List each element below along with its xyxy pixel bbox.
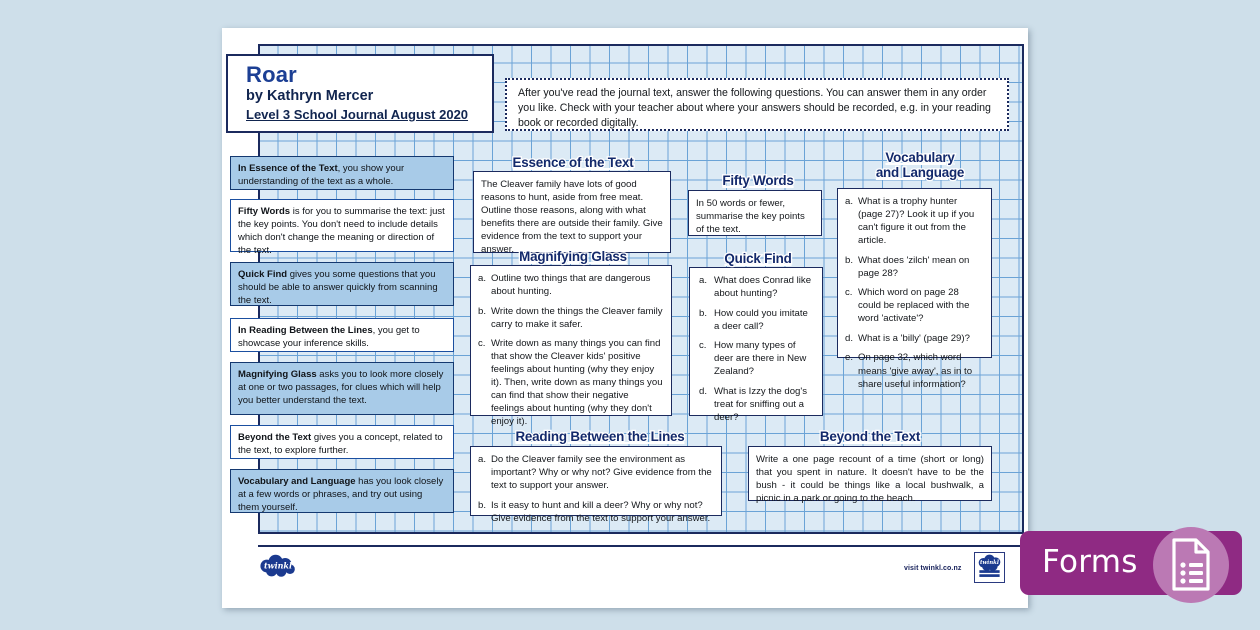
- svg-text:twinkl: twinkl: [980, 560, 999, 567]
- list-text: How many types of deer are there in New Zealand?: [714, 340, 807, 378]
- list-item: [478, 453, 714, 492]
- legend-item-reading-between: [230, 318, 454, 352]
- heading-line-1: Vocabulary: [885, 150, 955, 165]
- legend-lead: Quick Find: [238, 269, 288, 280]
- footer-divider: [258, 545, 1024, 547]
- forms-icon-circle: [1153, 527, 1229, 603]
- page-author: by Kathryn Mercer: [246, 88, 374, 105]
- list-marker: a.: [478, 273, 487, 284]
- forms-document-icon: [1171, 538, 1211, 591]
- list-marker: c.: [845, 287, 853, 299]
- vocabulary-question-list: [845, 195, 984, 391]
- svg-text:twinkl: twinkl: [263, 560, 293, 571]
- list-text: Is it easy to hunt and kill a deer? Why or why not? Give evidence from the text to support your answer.: [491, 499, 711, 524]
- list-text: How could you imitate a deer call?: [714, 307, 808, 332]
- box-fifty-words: [688, 190, 822, 236]
- visit-url-text: visit twinkl.co.nz: [904, 565, 962, 572]
- list-text: Write down as many things you can find that show the Cleaver kids' positive feelings about hunting (why they enjoy it). Then, write down as many things you can find that show their negative feelings about hunting (why they don't enjoy it).: [491, 338, 663, 428]
- quick-find-question-list: [699, 274, 815, 424]
- list-item: [845, 195, 984, 247]
- list-marker: b.: [845, 254, 854, 266]
- legend-lead: Vocabulary and Language: [238, 476, 356, 487]
- list-text: Do the Cleaver family see the environment as important? Why or why not? Give evidence from the text to support your answer.: [491, 454, 712, 492]
- list-item: [699, 385, 815, 424]
- list-marker: c.: [699, 340, 707, 352]
- forms-label: Forms: [1042, 544, 1138, 580]
- heading-line-2: and Language: [875, 165, 965, 180]
- legend-lead: Fifty Words: [238, 206, 291, 217]
- twinkl-logo: [258, 554, 298, 578]
- legend-item-magnifying-glass: [230, 362, 454, 415]
- list-item: [699, 274, 815, 300]
- legend-item-beyond-text: [230, 425, 454, 459]
- list-item: [478, 305, 664, 331]
- legend-rest: , you show your understanding of the text as a whole.: [238, 163, 405, 187]
- box-magnifying-glass: [470, 265, 672, 428]
- legend-rest: gives you some questions that you should be able to answer quickly from scanning the text.: [238, 269, 438, 306]
- list-item: [845, 351, 984, 390]
- list-text: What is Izzy the dog's treat for sniffing out a deer?: [714, 385, 808, 423]
- legend-rest: is for you to summarise the text: just the key points. You don't need to include details which don't change the meaning or direction of the text.: [238, 206, 445, 256]
- heading-magnifying-glass: Magnifying Glass: [519, 249, 627, 264]
- list-item: [699, 339, 815, 378]
- list-marker: d.: [845, 332, 854, 344]
- list-marker: a.: [699, 275, 708, 286]
- heading-beyond-the-text: Beyond the Text: [819, 429, 921, 444]
- list-text: Which word on page 28 could be replaced with the word 'activate'?: [858, 287, 970, 325]
- list-text: Write down the things the Cleaver family carry to make it safer.: [491, 305, 663, 330]
- list-marker: a.: [845, 196, 854, 207]
- heading-essence-of-the-text: Essence of the Text: [512, 155, 634, 170]
- list-text: What is a 'billy' (page 29)?: [858, 332, 970, 344]
- heading-vocabulary-and-language: [846, 150, 994, 180]
- legend-item-fifty-words: [230, 199, 454, 256]
- list-item: [478, 499, 714, 525]
- title-card: [226, 54, 494, 133]
- box-vocabulary-and-language: [837, 188, 992, 390]
- list-marker: b.: [699, 307, 708, 319]
- list-marker: b.: [478, 305, 487, 317]
- list-text: What is a trophy hunter (page 27)? Look it up if you can't figure it out from the article.: [858, 196, 975, 247]
- legend-lead: In Essence of the Text: [238, 163, 338, 174]
- legend-lead: Beyond the Text: [238, 432, 312, 443]
- list-item: [478, 337, 664, 428]
- list-text: On page 32, which word means 'give away', as in to share useful information?: [858, 352, 973, 390]
- list-text: What does Conrad like about hunting?: [714, 275, 812, 300]
- legend-item-quick-find: [230, 262, 454, 306]
- fifty-words-paragraph: In 50 words or fewer, summarise the key points of the text.: [696, 198, 805, 236]
- list-marker: b.: [478, 499, 487, 511]
- twinkl-approved-badge: [974, 552, 1005, 583]
- legend-rest: gives you a concept, related to the text, to explore further.: [238, 432, 443, 456]
- list-item: [699, 307, 815, 333]
- list-text: What does 'zilch' mean on page 28?: [858, 254, 970, 279]
- list-text: Outline two things that are dangerous about hunting.: [491, 273, 651, 298]
- list-item: [478, 272, 664, 298]
- page-title: Roar: [246, 62, 297, 87]
- page-source: Level 3 School Journal August 2020: [246, 107, 469, 123]
- beyond-paragraph: Write a one page recount of a time (short or long) that you spent in nature. It doesn't have to be the bush - it could be things like a local bushwalk, a picnic in a park or going to the beach.: [756, 454, 984, 505]
- list-marker: a.: [478, 454, 487, 465]
- list-marker: c.: [478, 338, 486, 350]
- essence-paragraph: The Cleaver family have lots of good reasons to hunt, aside from free meat. Outline those reasons, along with what benefits there are outside their family. Give evidence from the text to support your answer.: [481, 179, 663, 256]
- instructions-box: After you've read the journal text, answer the following questions. You can answer them in any order you like. Check with your teacher about where your answers should be recorded, e.g. in your reading book or recorded digitally.: [505, 78, 1009, 131]
- magnifying-question-list: [478, 272, 664, 429]
- list-item: [845, 286, 984, 325]
- list-item: [845, 332, 984, 345]
- list-marker: d.: [699, 385, 708, 397]
- box-essence-of-the-text: [473, 171, 671, 256]
- list-marker: e.: [845, 352, 854, 364]
- heading-reading-between-the-lines: Reading Between the Lines: [515, 429, 685, 444]
- legend-lead: Magnifying Glass: [238, 369, 317, 380]
- box-beyond-the-text: [748, 446, 992, 505]
- list-item: [845, 254, 984, 280]
- forms-overlay-badge[interactable]: [1020, 527, 1260, 599]
- legend-rest: asks you to look more closely at one or two passages, for clues which will help you better understand the text.: [238, 369, 444, 406]
- legend-item-essence: [230, 156, 454, 190]
- box-reading-between-the-lines: [470, 446, 722, 524]
- legend-rest: , you get to showcase your inference skills.: [238, 325, 420, 349]
- heading-quick-find: Quick Find: [724, 251, 792, 266]
- legend-rest: has you look closely at a few words or phrases, and try out using them yourself.: [238, 476, 444, 513]
- box-quick-find: [689, 267, 823, 423]
- legend-lead: In Reading Between the Lines: [238, 325, 373, 336]
- heading-fifty-words: Fifty Words: [722, 173, 794, 188]
- reading-question-list: [478, 453, 714, 525]
- legend-item-vocabulary: [230, 469, 454, 513]
